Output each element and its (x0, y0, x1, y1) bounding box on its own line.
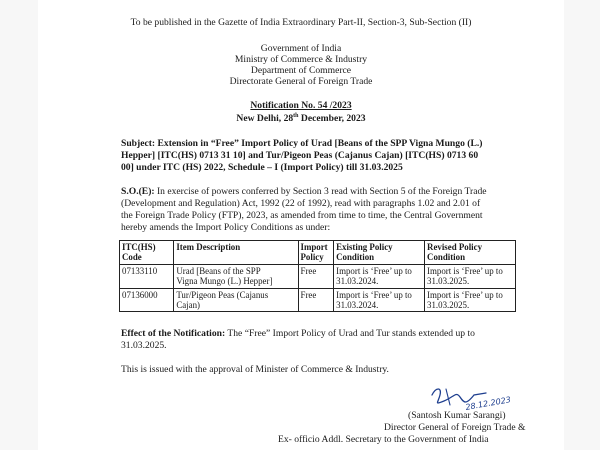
authority-line-2: Ministry of Commerce & Industry (234, 54, 368, 65)
signatory-name: (Santosh Kumar Sarangi) (408, 410, 506, 421)
cell-import-policy: Free (298, 264, 334, 288)
notification-number: Notification No. 54 /2023 (250, 100, 352, 111)
so-line-3: the Foreign Trade Policy (FTP), 2023, as amended from time to time, the Central Government (121, 210, 483, 221)
gazette-notification-page (38, 0, 564, 450)
authority-line-1: Government of India (260, 43, 342, 54)
signature-date: 28.12.2023 (464, 395, 512, 412)
subject-line-2: Hepper] [ITC(HS) 0713 31 10] and Tur/Pigeon Peas (Cajanus Cajan) [ITC(HS) 0713 60 (121, 150, 479, 161)
table-header-row (120, 241, 516, 265)
cell-revised-policy: Import is ‘Free’ up to 31.03.2025. (425, 288, 516, 312)
so-line-1 (121, 186, 487, 197)
so-line-4: hereby amends the Import Policy Conditions as under: (121, 222, 331, 233)
so-label: S.O.(E): (121, 186, 155, 197)
cell-itc-code: 07136000 (120, 288, 174, 312)
effect-label: Effect of the Notification: (121, 328, 226, 339)
table-row (120, 288, 516, 312)
header-revised-policy: Revised Policy Condition (425, 241, 516, 265)
cell-itc-code: 07133110 (120, 264, 174, 288)
cell-item-description: Urad [Beans of the SPP Vigna Mungo (L.) Hepper] (174, 264, 298, 288)
cell-import-policy: Free (298, 288, 334, 312)
place-and-date (38, 111, 564, 125)
effect-text-1: The “Free” Import Policy of Urad and Tur stands extended up to (225, 328, 475, 339)
header-existing-policy: Existing Policy Condition (334, 241, 425, 265)
effect-line-1 (121, 328, 475, 339)
cell-existing-policy: Import is ‘Free’ up to 31.03.2024. (334, 264, 425, 288)
header-itc-code: ITC(HS) Code (120, 241, 174, 265)
signatory-title-1: Director General of Foreign Trade & (384, 422, 526, 433)
signatory-title-2: Ex- officio Addl. Secretary to the Government of India (278, 434, 489, 445)
import-policy-table (119, 240, 516, 312)
place-date-prefix: New Delhi, 28 (236, 113, 294, 125)
subject-line-1: Subject: Extension in “Free” Import Policy of Urad [Beans of the SPP Vigna Mungo (L.) (121, 138, 483, 149)
authority-line-4: Directorate General of Foreign Trade (229, 76, 373, 87)
effect-line-2: 31.03.2025. (121, 340, 167, 351)
place-date-suffix: December, 2023 (298, 113, 366, 125)
approval-statement: This is issued with the approval of Minister of Commerce & Industry. (121, 364, 389, 375)
so-text-1: In exercise of powers conferred by Section 3 read with Section 5 of the Foreign Trade (154, 186, 487, 197)
so-line-2: (Development and Regulation) Act, 1992 (22 of 1992), read with paragraphs 1.02 and 2.01 of (121, 198, 481, 209)
header-item-description: Item Description (174, 241, 298, 265)
cell-item-description: Tur/Pigeon Peas (Cajanus Cajan) (174, 288, 298, 312)
subject-line-3: 00] under ITC (HS) 2022, Schedule – I (Import Policy) till 31.03.2025 (121, 162, 403, 173)
table-row (120, 264, 516, 288)
cell-existing-policy: Import is ‘Free’ up to 31.03.2024. (334, 288, 425, 312)
authority-line-3: Department of Commerce (250, 65, 352, 76)
header-import-policy: Import Policy (298, 241, 334, 265)
gazette-header-note: To be published in the Gazette of India Extraordinary Part-II, Section-3, Sub-Section (II) (130, 17, 472, 28)
cell-revised-policy: Import is ‘Free’ up to 31.03.2025. (425, 264, 516, 288)
place-date-ordinal: th (293, 113, 299, 119)
